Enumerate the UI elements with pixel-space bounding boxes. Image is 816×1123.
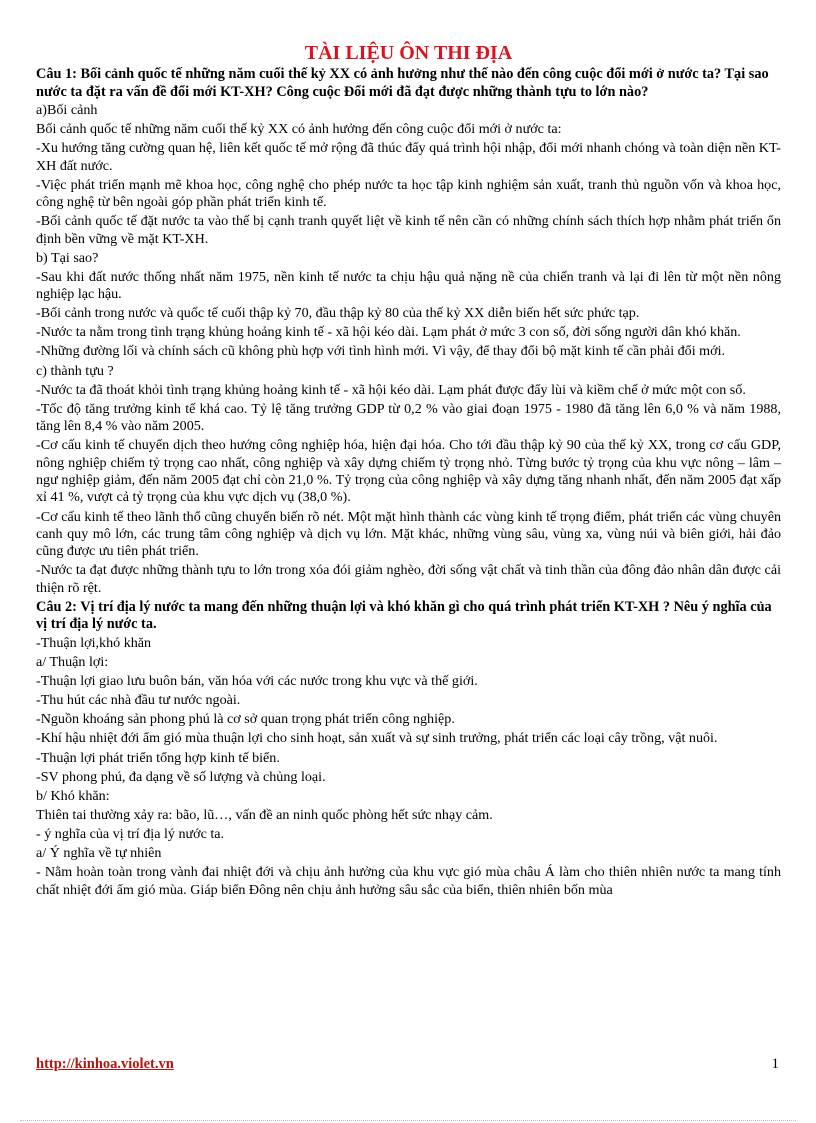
paragraph: a/ Thuận lợi: (36, 654, 109, 671)
document-title: TÀI LIỆU ÔN THI ĐỊA (304, 42, 513, 64)
footer-link[interactable]: http://kinhoa.violet.vn (36, 1056, 174, 1072)
document-page (36, 40, 781, 901)
question-1 (36, 66, 781, 597)
paragraph: -Cơ cấu kinh tế theo lãnh thổ cũng chuyển biến rõ nét. Một mặt hình thành các vùng kinh tế trọng điểm, phát triển các vùng chuyên canh quy mô lớn, các trung tâm công nghiệp và dịch vụ lớn. Mặt khác, những vùng sâu, vùng xa, vùng núi và biên giới, hải đảo cũng được ưu tiên phát triển. (36, 508, 781, 560)
paragraph: -Tốc độ tăng trưởng kinh tế khá cao. Tỷ lệ tăng trưởng GDP từ 0,2 % vào giai đoạn 1975 - 1980 đã tăng lên 6,0 % và năm 1988, tăng lên 8,4 % vào năm 2005. (36, 400, 781, 435)
question-1-heading: Câu 1: Bối cảnh quốc tế những năm cuối thế kỷ XX có ảnh hưởng như thế nào đến công cuộc đổi mới ở nước ta? Tại sao nước ta đặt ra vấn đề đổi mới KT-XH? Công cuộc Đổi mới đã đạt được những thành tựu to lớn nào? (36, 66, 769, 100)
page-footer (36, 1056, 781, 1078)
paragraph: -Nước ta đã thoát khỏi tình trạng khủng hoảng kinh tế - xã hội kéo dài. Lạm phát được đẩy lùi và kiềm chế ở mức một con số. (36, 381, 746, 398)
paragraph: -Thuận lợi giao lưu buôn bán, văn hóa với các nước trong khu vực và thế giới. (36, 673, 478, 690)
paragraph: -Nguồn khoáng sản phong phú là cơ sở quan trọng phát triển công nghiệp. (36, 711, 455, 728)
paragraph: Bối cảnh quốc tế những năm cuối thế kỷ XX có ảnh hưởng đến công cuộc đổi mới ở nước ta: (36, 121, 562, 138)
paragraph: -Khí hậu nhiệt đới ẩm gió mùa thuận lợi cho sinh hoạt, sản xuất và sự sinh trưởng, phát triển các loại cây trồng, vật nuôi. (36, 730, 718, 747)
paragraph: a/ Ý nghĩa về tự nhiên (36, 845, 162, 861)
paragraph: -Cơ cấu kinh tế chuyển dịch theo hướng công nghiệp hóa, hiện đại hóa. Cho tới đầu thập kỷ 90 của thế kỷ XX, trong cơ cấu GDP, nông nghiệp chiếm tỷ trọng cao nhất, công nghiệp và xây dựng chiếm tỷ trọng nhỏ. Từng bước tỷ trọng của khu vực nông – lâm – ngư nghiệp giảm, đến năm 2005 đạt chỉ còn 21,0 %. Tỷ trọng của công nghiệp và xây dựng tăng nhanh nhất, đến năm 2005 đạt xấp xỉ 41 %, vượt cả tỷ trọng của khu vực dịch vụ (38,0 %). (36, 437, 781, 506)
paragraph: -Bối cảnh trong nước và quốc tế cuối thập kỷ 70, đầu thập kỷ 80 của thế kỷ XX diễn biến hết sức phức tạp. (36, 305, 640, 322)
paragraph: - Nằm hoàn toàn trong vành đai nhiệt đới và chịu ảnh hưởng của khu vực gió mùa châu Á làm cho thiên nhiên nước ta mang tính chất nhiệt đới ẩm gió mùa. Giáp biển Đông nên chịu ảnh hưởng sâu sắc của biển, thiên nhiên bốn mùa (36, 864, 781, 898)
paragraph: b) Tại sao? (36, 249, 99, 266)
question-2 (36, 599, 781, 899)
paragraph: -Việc phát triển mạnh mẽ khoa học, công nghệ cho phép nước ta học tập kinh nghiệm sản xuất, tranh thủ nguồn vốn và khoa học, công nghệ từ bên ngoài góp phần phát triển kinh tế. (36, 176, 781, 211)
paragraph: -Những đường lối và chính sách cũ không phù hợp với tình hình mới. Vì vậy, để thay đổi bộ mặt kinh tế cần phải đổi mới. (36, 343, 726, 360)
paragraph: - ý nghĩa của vị trí địa lý nước ta. (36, 825, 225, 842)
paragraph: b/ Khó khăn: (36, 787, 110, 804)
question-2-heading: Câu 2: Vị trí địa lý nước ta mang đến những thuận lợi và khó khăn gì cho quá trình phát triển KT-XH ? Nêu ý nghĩa của vị trí địa lý nước ta. (36, 598, 772, 633)
paragraph: -Nước ta đạt được những thành tựu to lớn trong xóa đói giảm nghèo, đời sống vật chất và tinh thần của đông đảo nhân dân được cải thiện rõ rệt. (36, 562, 781, 596)
paragraph: -Bối cảnh quốc tế đặt nước ta vào thế bị cạnh tranh quyết liệt về kinh tế nên cần có những chính sách thích hợp nhằm phát triển ổn định bền vững về mặt KT-XH. (36, 213, 781, 247)
page-number: 1 (771, 1056, 779, 1072)
page-bottom-divider (20, 1120, 796, 1121)
paragraph: -Thuận lợi,khó khăn (36, 634, 152, 651)
paragraph: -Nước ta nằm trong tình trạng khủng hoảng kinh tế - xã hội kéo dài. Lạm phát ở mức 3 con số, đời sống người dân khó khăn. (36, 324, 741, 341)
paragraph: a)Bối cảnh (36, 102, 98, 118)
paragraph: -Thu hút các nhà đầu tư nước ngoài. (36, 692, 241, 709)
paragraph: Thiên tai thường xảy ra: bão, lũ…, vấn đề an ninh quốc phòng hết sức nhạy cảm. (36, 806, 493, 823)
paragraph: -Sau khi đất nước thống nhất năm 1975, nền kinh tế nước ta chịu hậu quả nặng nề của chiến tranh và lại đi lên từ một nền nông nghiệp lạc hậu. (36, 268, 781, 303)
paragraph: -Xu hướng tăng cường quan hệ, liên kết quốc tế mở rộng đã thúc đẩy quá trình hội nhập, đổi mới nhanh chóng và toàn diện nền KT-XH đất nước. (36, 140, 781, 174)
paragraph: c) thành tựu ? (36, 362, 114, 379)
paragraph: -Thuận lợi phát triển tổng hợp kinh tế biển. (36, 749, 280, 766)
paragraph: -SV phong phú, đa dạng về số lượng và chủng loại. (36, 768, 326, 785)
